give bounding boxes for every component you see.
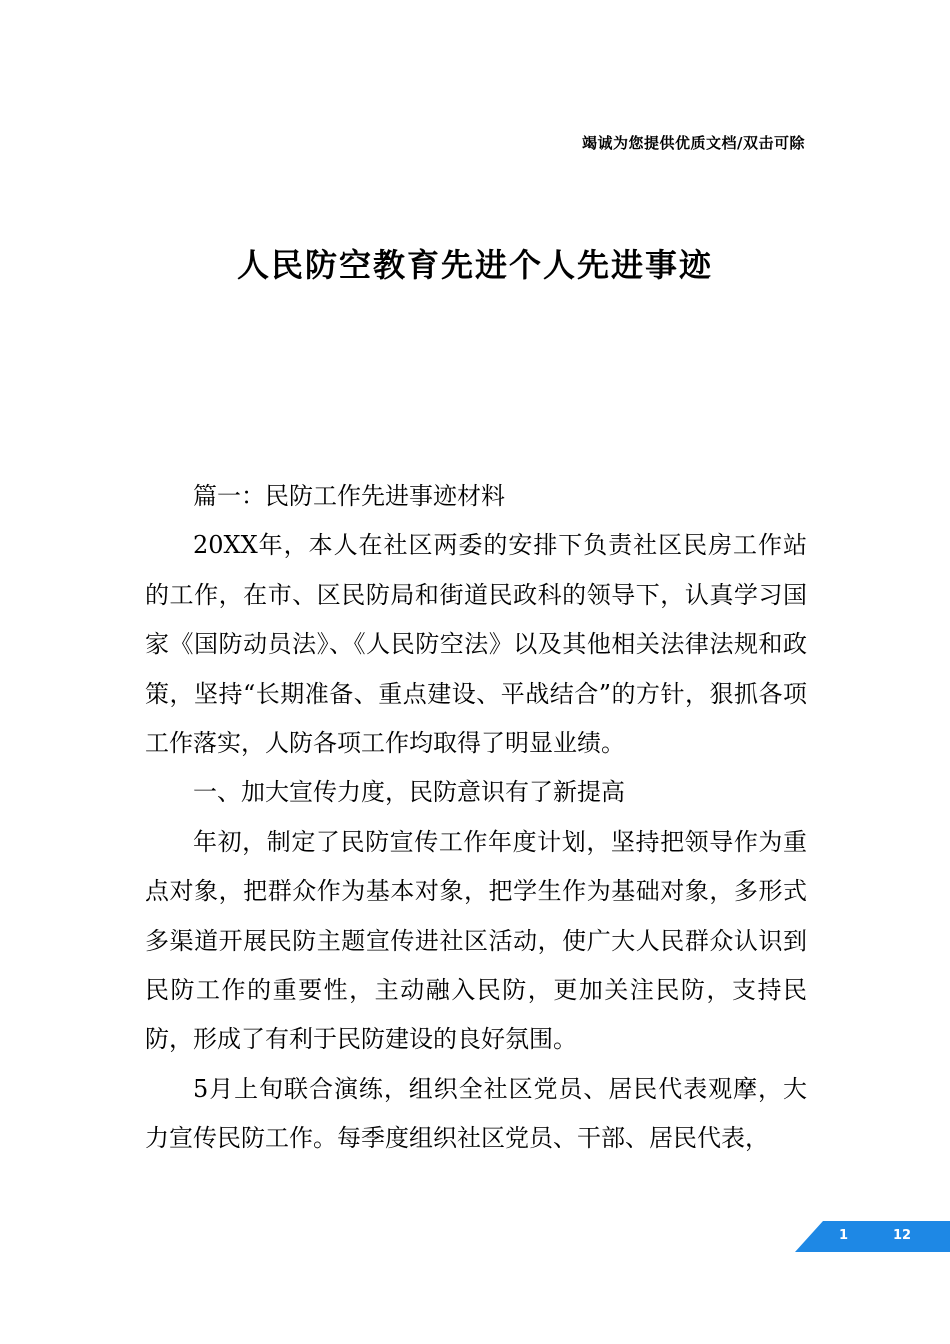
page-number: 1 [839, 1228, 849, 1243]
header-note: 竭诚为您提供优质文档/双击可除 [582, 134, 805, 152]
body-paragraph: 20XX年，本人在社区两委的安排下负责社区民房工作站的工作，在市、区民防局和街道民政科的领导下，认真学习国家《国防动员法》、《人民防空法》以及其他相关法律法规和政策，坚持“长期准备、重点建设、平战结合”的方针，狠抓各项工作落实，人防各项工作均取得了明显业绩。 [145, 531, 807, 758]
document-body [145, 472, 807, 1164]
page-number-banner [795, 1221, 950, 1252]
section-heading: 一、加大宣传力度，民防意识有了新提高 [193, 778, 625, 807]
body-paragraph: 5月上旬联合演练，组织全社区党员、居民代表观摩，大力宣传民防工作。每季度组织社区党员、干部、居民代表， [145, 1074, 807, 1153]
body-paragraph: 年初，制定了民防宣传工作年度计划，坚持把领导作为重点对象，把群众作为基本对象，把学生作为基础对象，多形式多渠道开展民防主题宣传进社区活动，使广大人民群众认识到民防工作的重要性，主动融入民防，更加关注民防，支持民防，形成了有利于民防建设的良好氛围。 [145, 827, 807, 1054]
section-heading: 篇一：民防工作先进事迹材料 [193, 482, 505, 510]
total-pages: 12 [893, 1228, 912, 1243]
document-title: 人民防空教育先进个人先进事迹 [236, 246, 713, 284]
